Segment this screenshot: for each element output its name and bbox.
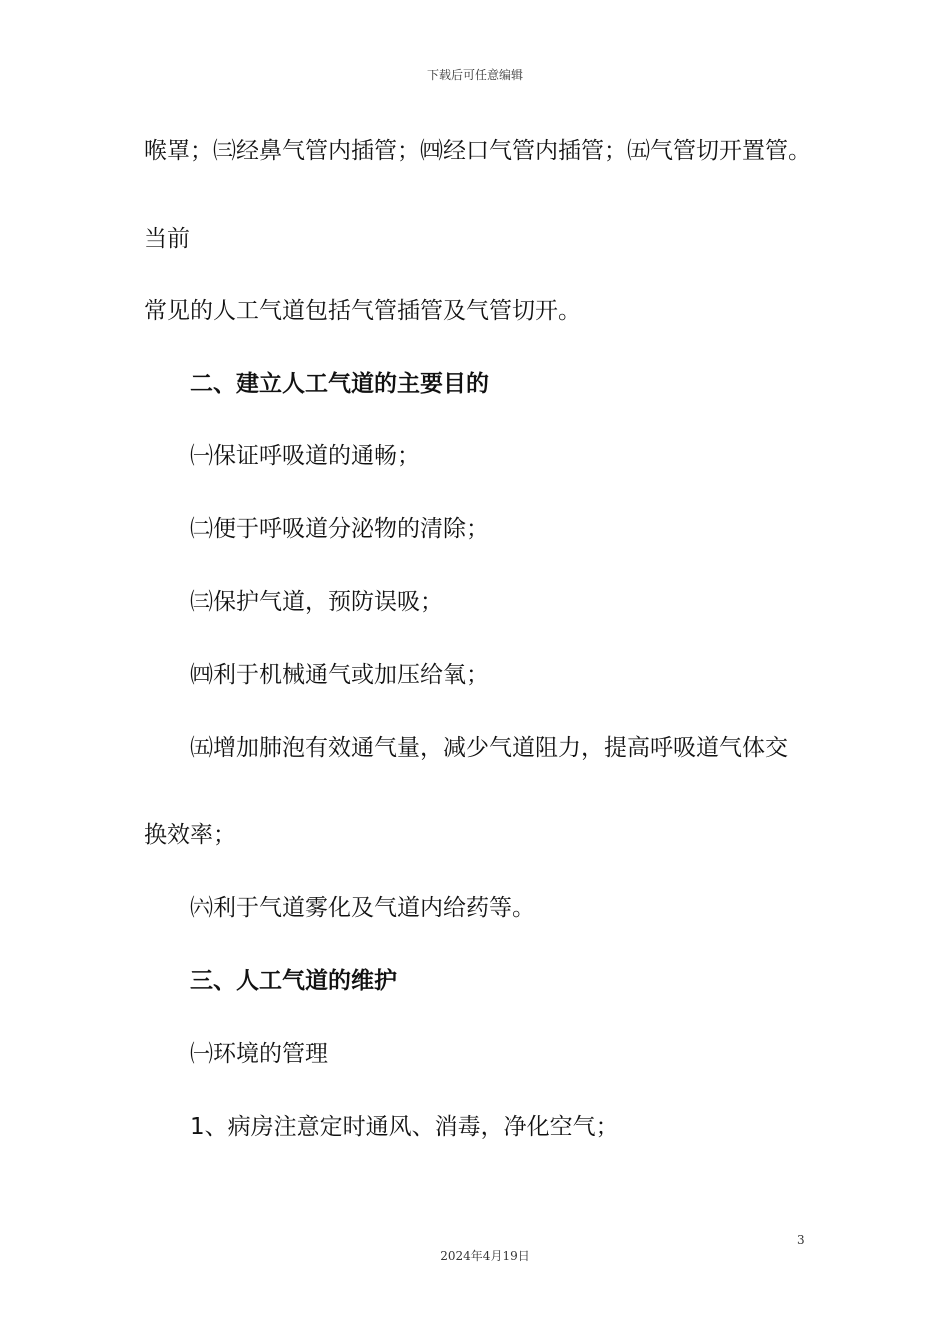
subsection-heading: ㈠环境的管理 <box>190 1041 328 1067</box>
page-header: 下载后可任意编辑 <box>426 68 523 82</box>
section-heading-maintenance: 三、人工气道的维护 <box>190 968 397 994</box>
list-item: ㈥利于气道雾化及气道内给药等。 <box>190 895 535 921</box>
list-item: ㈢保护气道，预防误吸； <box>190 589 443 615</box>
section-heading-purpose: 二、建立人工气道的主要目的 <box>190 371 489 397</box>
page-footer-date: 2024年4月19日 <box>440 1249 530 1263</box>
list-item: ㈣利于机械通气或加压给氧； <box>190 662 489 688</box>
list-item: 1、病房注意定时通风、消毒，净化空气； <box>190 1114 619 1140</box>
list-item: ㈡便于呼吸道分泌物的清除； <box>190 516 489 542</box>
list-item: ㈠保证呼吸道的通畅； <box>190 443 420 469</box>
body-line: 当前 <box>144 226 190 252</box>
list-item-continuation: 换效率； <box>144 822 236 848</box>
body-line: 常见的人工气道包括气管插管及气管切开。 <box>144 298 581 324</box>
body-line-continuation: 喉罩；㈢经鼻气管内插管；㈣经口气管内插管；㈤气管切开置管。 <box>144 138 811 164</box>
page-number: 3 <box>797 1233 805 1247</box>
list-item: ㈤增加肺泡有效通气量，减少气道阻力，提高呼吸道气体交 <box>190 735 788 761</box>
